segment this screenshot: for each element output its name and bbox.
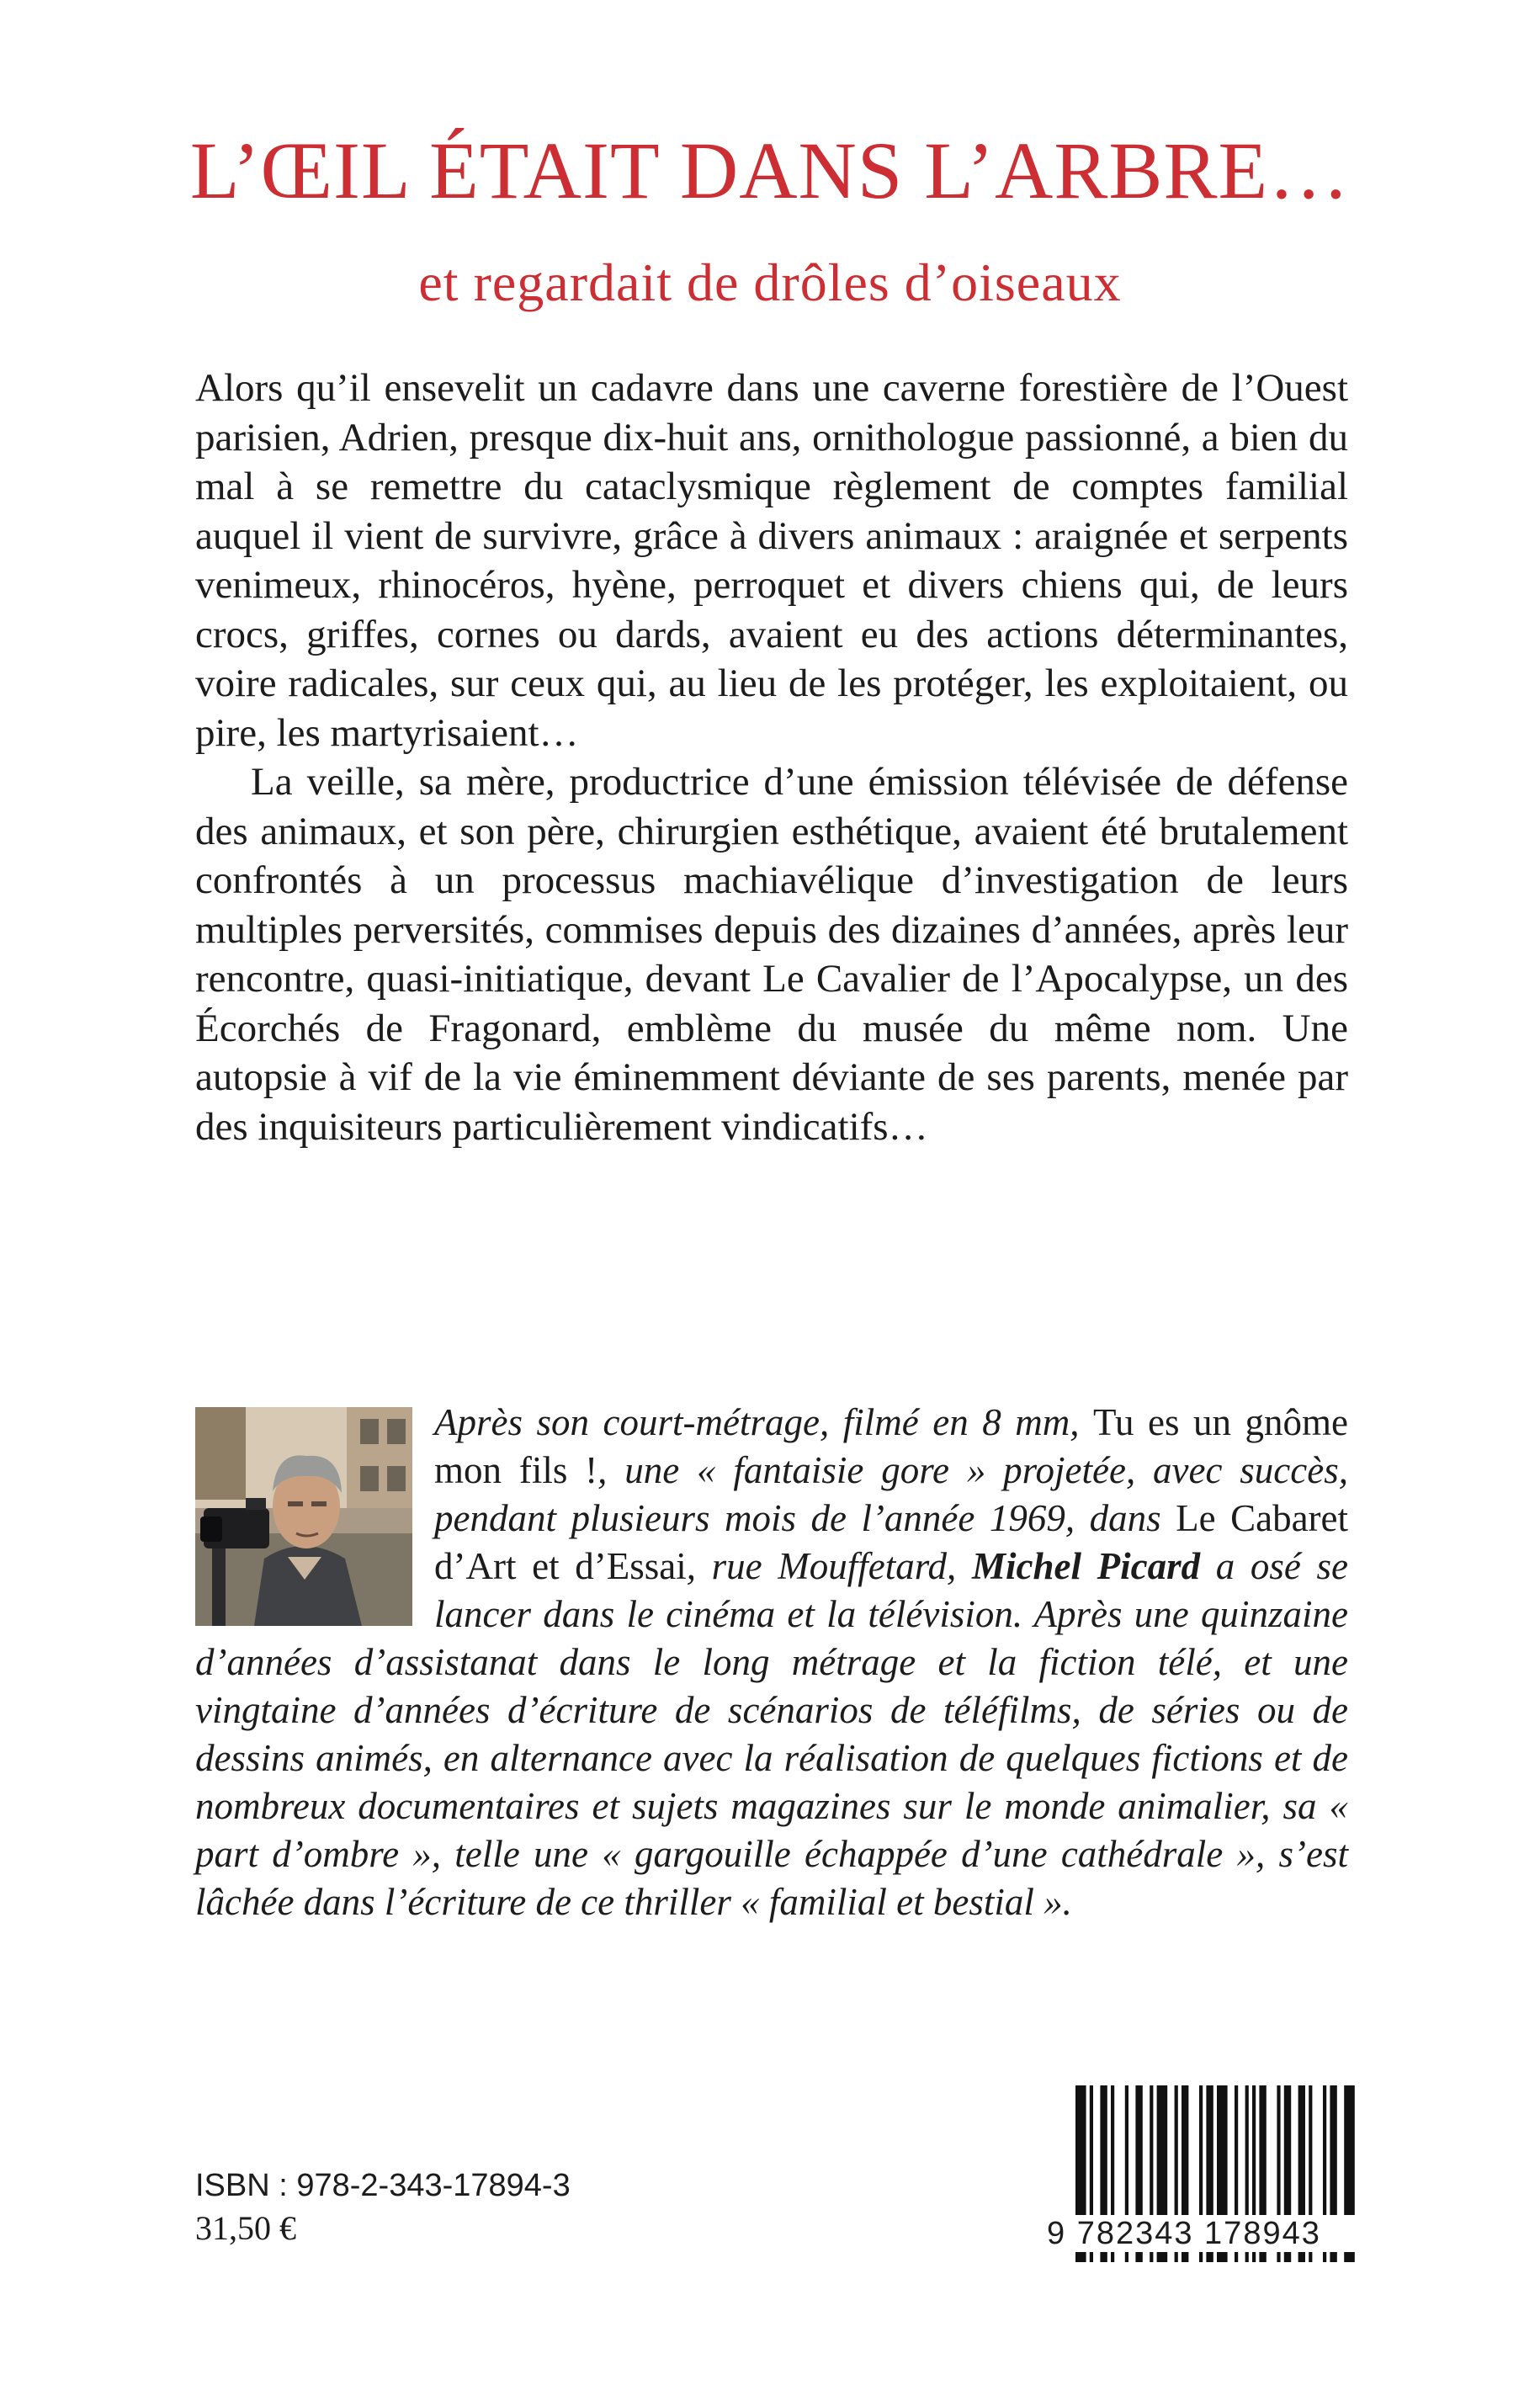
book-subtitle: et regardait de drôles d’oiseaux <box>418 252 1122 312</box>
author-photo <box>195 1407 412 1626</box>
summary-paragraph: La veille, sa mère, productrice d’une émission télévisée de défense des animaux, et son père, chirurgien esthétique, avaient été brutalement confrontés à un processus machiavélique d’investigation de leurs multiples perversités, commises depuis des dizaines d’années, après leur rencontre, quasi-initiatique, devant Le Cavalier de l’Apocalypse, un des Écorchés de Fragonard, emblème du musée du même nom. Une autopsie à vif de la vie éminemment déviante de ses parents, menée par des inquisiteurs particulièrement vindicatifs… <box>195 760 1348 1149</box>
barcode-digits: 9 782343 178943 <box>1043 2215 1367 2252</box>
bio-text: , une « fantaisie gore » projetée, avec succès, pendant plusieurs mois de l’année 1969, dans <box>434 1449 1348 1539</box>
book-title: L’ŒIL ÉTAIT DANS L’ARBRE… <box>189 125 1351 215</box>
author-bio <box>195 1399 1348 1926</box>
price: 31,50 € <box>195 2209 296 2247</box>
isbn: ISBN : 978-2-343-17894-3 <box>195 2168 571 2203</box>
film-title: Tu es un gnôme mon fils ! <box>434 1401 1348 1491</box>
bio-text: a osé se lancer dans le cinéma et la télévision. Après une quinzaine d’années d’assistanat dans le long métrage et la fiction télé, et une vingtaine d’années d’écriture de scénarios de téléfilms, de séries ou de dessins animés, en alternance avec la réalisation de quelques fictions et de nombreux documentaires et sujets magazines sur le monde animalier, sa « part d’ombre », telle une « gargouille échappée d’une cathédrale », s’est lâchée dans l’écriture de ce thriller « familial et bestial ». <box>195 1545 1349 1923</box>
author-name: Michel Picard <box>971 1545 1201 1587</box>
bio-text: Après son court-métrage, filmé en 8 mm, <box>434 1401 1094 1443</box>
bio-text: , rue Mouffetard, <box>686 1545 972 1587</box>
venue-name: Le Cabaret d’Art et d’Essai <box>434 1497 1348 1587</box>
back-cover-summary <box>195 364 1348 1151</box>
summary-paragraph: Alors qu’il ensevelit un cadavre dans une caverne forestière de l’Ouest parisien, Adrien, presque dix-huit ans, ornithologue passionné, a bien du mal à se remettre du cataclysmique règlement de comptes familial auquel il vient de survivre, grâce à divers animaux : araignée et serpents venimeux, rhinocéros, hyène, perroquet et divers chiens qui, de leurs crocs, griffes, cornes ou dards, avaient eu des actions déterminantes, voire radicales, sur ceux qui, au lieu de les protéger, les exploitaient, ou pire, les martyrisaient… <box>195 366 1348 755</box>
